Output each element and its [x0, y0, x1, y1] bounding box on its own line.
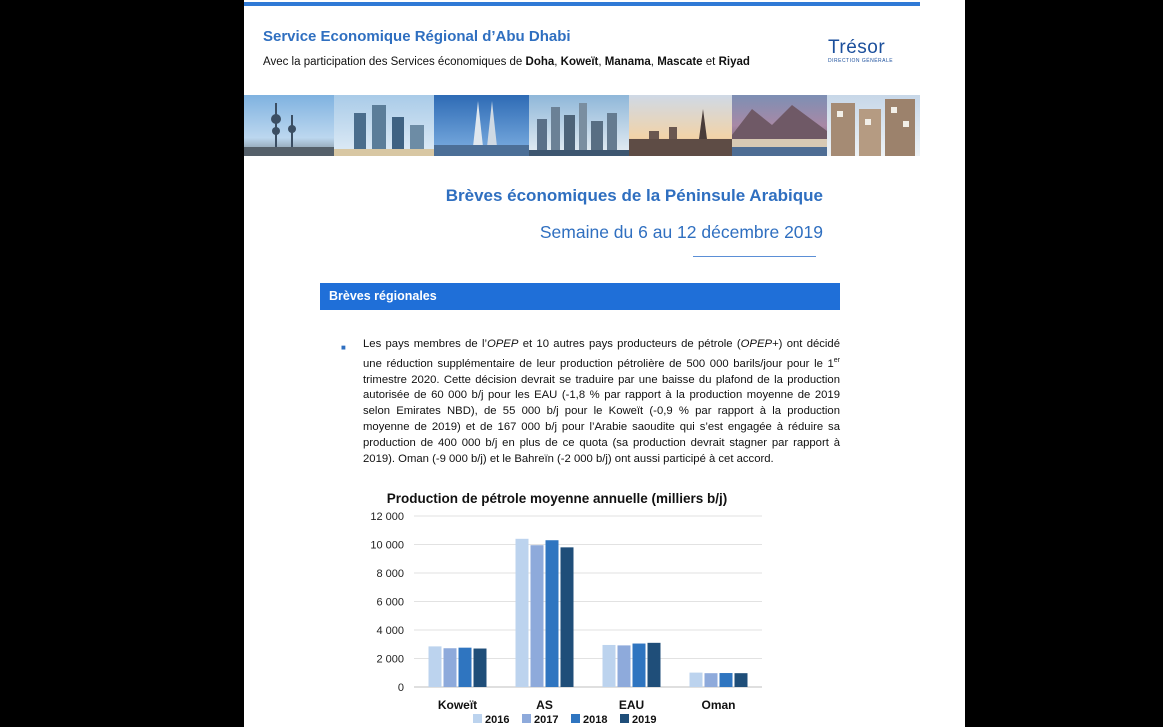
bar-2016 [516, 539, 529, 687]
chart-title: Production de pétrole moyenne annuelle (milliers b/j) [386, 491, 728, 506]
legend-label: 2019 [632, 714, 657, 726]
subtitle-prefix: Avec la participation des Services économiques de [263, 56, 526, 68]
x-category-label: EAU [618, 698, 645, 712]
bar-2016 [690, 673, 703, 687]
x-category-label: Oman [701, 698, 736, 712]
text-run: ) ont décidé une réduction supplémentaire de leur production pétrolière de 500 000 barils/jour pour le 1 [363, 338, 840, 370]
y-tick-label: 12 000 [370, 511, 404, 523]
logo-text: Trésor [828, 37, 886, 58]
bar-2018 [546, 540, 559, 687]
city-mascate: Mascate [657, 56, 703, 68]
bar-2018 [633, 644, 646, 687]
legend-label: 2018 [583, 714, 608, 726]
section-title: Brèves régionales [329, 289, 437, 303]
y-tick-label: 4 000 [376, 625, 404, 637]
bar-2017 [618, 645, 631, 687]
document-title: Brèves économiques de la Péninsule Arabique [445, 186, 823, 205]
separator: , [554, 56, 561, 68]
city-photo-banner [244, 95, 920, 156]
bar-2016 [429, 646, 442, 687]
opep-paragraph [363, 337, 840, 468]
bar-2017 [444, 648, 457, 687]
city-koweit: Koweït [560, 56, 599, 68]
week-subtitle: Semaine du 6 au 12 décembre 2019 [539, 222, 823, 242]
legend-swatch [473, 714, 482, 723]
header-rule [244, 2, 920, 6]
bar-2019 [474, 649, 487, 687]
legend-swatch [620, 714, 629, 723]
bar-2018 [720, 673, 733, 687]
bar-2019 [735, 673, 748, 687]
document-page [244, 0, 965, 727]
separator: , [650, 56, 658, 68]
photo-kuwait-towers [244, 95, 334, 156]
y-tick-label: 2 000 [376, 653, 404, 666]
photo-doha-skyline [529, 95, 629, 156]
city-manama: Manama [604, 56, 651, 68]
legend-label: 2017 [534, 714, 559, 726]
photo-manama-trade-center [434, 95, 529, 156]
service-subtitle [263, 56, 750, 68]
text-italic: OPEP+ [740, 338, 779, 350]
x-category-label: Koweït [437, 698, 478, 712]
bar-2017 [705, 673, 718, 687]
y-tick-label: 8 000 [376, 568, 404, 580]
section-header [320, 283, 840, 310]
text-run: trimestre 2020. Cette décision devrait se traduire par une baisse du plafond de la production autorisée de 60 000 b/j pour les EAU (-1,8 % par rapport à la production moyenne de 2019 selon Emirates NBD), de 55 000 b/j pour le Koweït (-0,9 % par rapport à la production moyenne de 2019) et de 167 000 b/j pour l’Arabie saoudite qui s’est engagée à réduire sa production de 400 000 b/j en plus de ce quota (sa production devrait stagner par rapport à 2019). Oman (-9 000 b/j) et le Bahreïn (-2 000 b/j) ont aussi participé à cet accord. [363, 373, 840, 466]
logo-subtext: DIRECTION GÉNÉRALE [828, 58, 894, 64]
bar-2019 [648, 643, 661, 687]
photo-abu-dhabi-towers [334, 95, 434, 156]
separator: , [598, 56, 605, 68]
bar-2017 [531, 545, 544, 687]
text-run: Les pays membres de l’ [363, 338, 487, 350]
text-run: et 10 autres pays producteurs de pétrole ( [518, 338, 741, 350]
legend-swatch [522, 714, 531, 723]
city-doha: Doha [525, 56, 555, 68]
tresor-logo [828, 38, 898, 64]
superscript: er [833, 356, 840, 364]
bullet-icon: ■ [341, 343, 346, 352]
photo-mascate-harbour [732, 95, 827, 156]
separator: et [702, 56, 719, 68]
oil-production-chart [244, 483, 965, 727]
y-tick-label: 0 [397, 682, 404, 694]
text-italic: OPEP [486, 338, 519, 350]
y-tick-label: 6 000 [376, 596, 404, 609]
x-category-label: AS [536, 698, 553, 712]
photo-riyad-dusk [629, 95, 732, 156]
legend-label: 2016 [485, 714, 510, 726]
service-title: Service Economique Régional d’Abu Dhabi [263, 28, 571, 45]
y-tick-label: 10 000 [370, 539, 404, 552]
bar-2018 [459, 648, 472, 687]
bar-2016 [603, 645, 616, 687]
photo-sanaa-houses [827, 95, 920, 156]
bar-2019 [561, 547, 574, 687]
city-riyad: Riyad [718, 56, 750, 68]
week-underline [693, 256, 816, 257]
legend-swatch [571, 714, 580, 723]
